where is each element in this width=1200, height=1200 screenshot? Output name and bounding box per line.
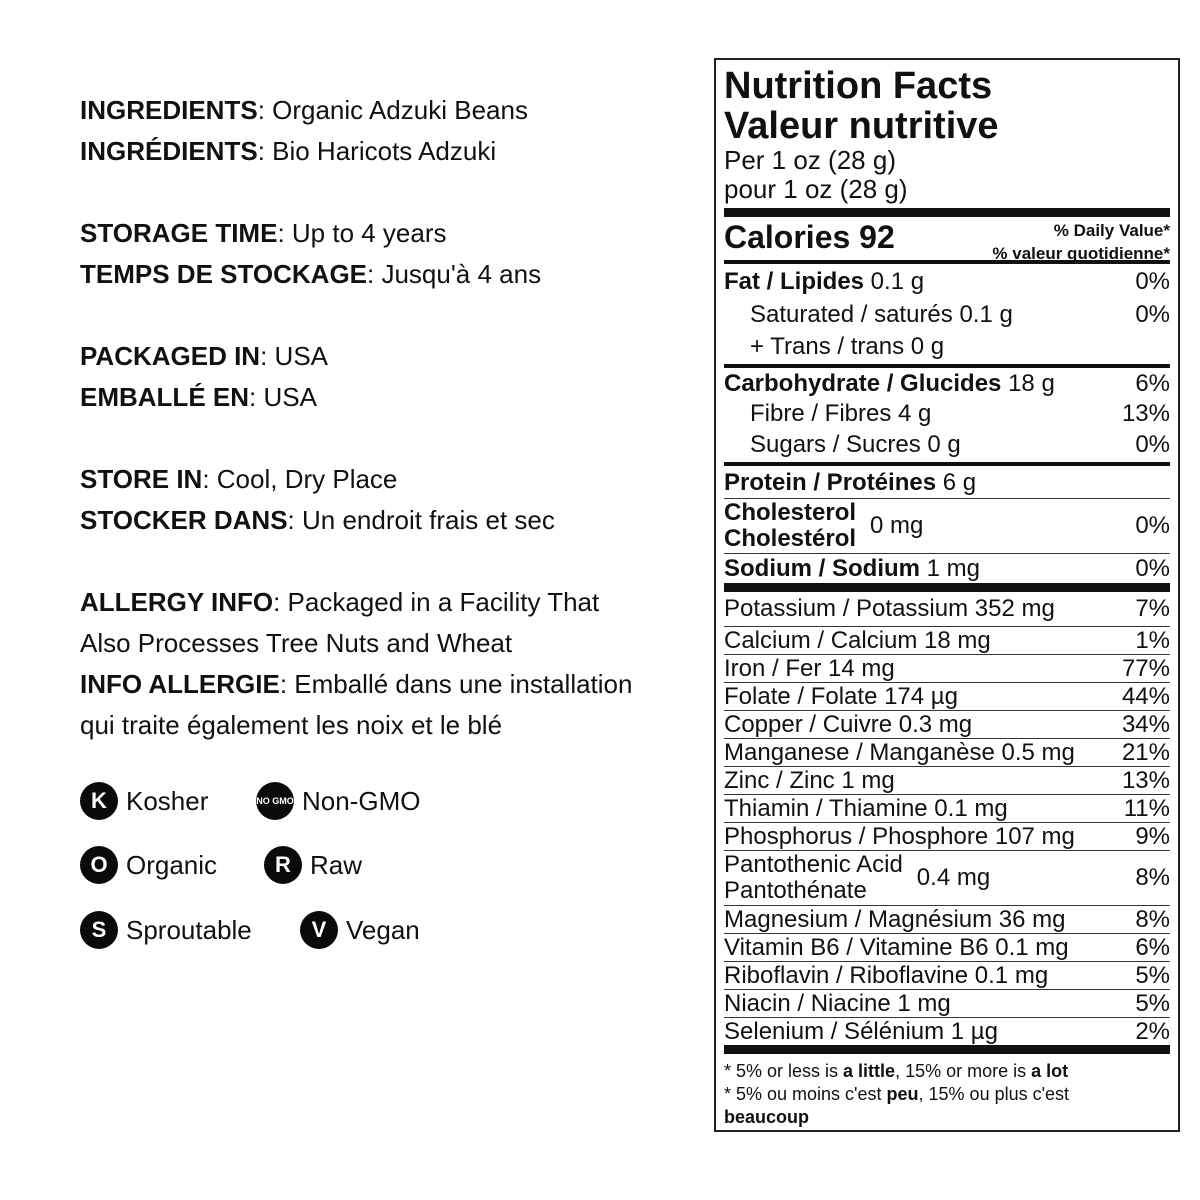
non-gmo-icon: NO GMO (256, 782, 294, 820)
divider (724, 462, 1170, 466)
badge-kosher: K Kosher (80, 782, 208, 820)
storage-time-fr: TEMPS DE STOCKAGE: Jusqu'à 4 ans (80, 259, 542, 289)
store-in-en: STORE IN: Cool, Dry Place (80, 464, 398, 494)
badge-non-gmo: NO GMO Non-GMO (256, 782, 420, 820)
allergy-info-fr-cont: qui traite également les noix et le blé (80, 710, 503, 740)
serving-size-fr: pour 1 oz (28 g) (724, 174, 908, 204)
allergy-info-fr: INFO ALLERGIE: Emballé dans une installation (80, 669, 633, 699)
ingredients-en: INGREDIENTS: Organic Adzuki Beans (80, 95, 528, 125)
nutrition-title-en: Nutrition Facts (724, 65, 993, 107)
store-in-fr: STOCKER DANS: Un endroit frais et sec (80, 505, 555, 535)
vitamin-row: Phosphorus / Phosphore 107 mg 9% (724, 823, 1170, 850)
footnote-en: * 5% or less is a little, 15% or more is a lot (724, 1061, 1069, 1081)
vitamin-row: Manganese / Manganèse 0.5 mg 21% (724, 739, 1170, 766)
vitamin-row: Riboflavin / Riboflavine 0.1 mg 5% (724, 962, 1170, 989)
badge-sproutable: S Sproutable (80, 911, 252, 949)
footnote-fr: * 5% ou moins c'est peu, 15% ou plus c'est (724, 1084, 1070, 1104)
carbohydrate-row: Carbohydrate / Glucides 18 g 6% (724, 369, 1170, 397)
footnote (724, 1054, 1170, 1129)
daily-value-header: % Daily Value* % valeur quotidienne* (992, 221, 1170, 263)
sugars-row: Sugars / Sucres 0 g 0% (750, 431, 1170, 458)
serving-size-en: Per 1 oz (28 g) (724, 145, 896, 175)
badge-vegan: V Vegan (300, 911, 420, 949)
nutrition-title-fr: Valeur nutritive (724, 105, 999, 147)
vitamin-row: Magnesium / Magnésium 36 mg 8% (724, 906, 1170, 933)
divider (724, 1045, 1170, 1054)
vitamin-row: Potassium / Potassium 352 mg 7% (724, 592, 1170, 627)
organic-icon: O (80, 846, 118, 884)
trans-row: + Trans / trans 0 g (750, 333, 945, 360)
vitamin-row: Iron / Fer 14 mg 77% (724, 655, 1170, 682)
ingredients-fr: INGRÉDIENTS: Bio Haricots Adzuki (80, 136, 497, 166)
fat-row: Fat / Lipides 0.1 g 0% (724, 267, 1170, 295)
vitamin-row: Vitamin B6 / Vitamine B6 0.1 mg 6% (724, 934, 1170, 961)
vitamin-row: Thiamin / Thiamine 0.1 mg 11% (724, 795, 1170, 822)
vitamin-row: Calcium / Calcium 18 mg 1% (724, 627, 1170, 654)
divider (724, 208, 1170, 217)
cholesterol-row: Cholesterol Cholestérol 0 mg 0% (724, 499, 1170, 552)
certification-badges (80, 782, 710, 982)
vegan-icon: V (300, 911, 338, 949)
product-info (80, 92, 710, 982)
raw-icon: R (264, 846, 302, 884)
storage-time-en: STORAGE TIME: Up to 4 years (80, 218, 447, 248)
vitamin-row: Zinc / Zinc 1 mg 13% (724, 767, 1170, 794)
vitamin-row: Folate / Folate 174 µg 44% (724, 683, 1170, 710)
divider (724, 583, 1170, 592)
saturated-row: Saturated / saturés 0.1 g 0% (750, 300, 1170, 328)
nutrition-facts-panel (714, 58, 1180, 1132)
kosher-icon: K (80, 782, 118, 820)
packaged-in-en: PACKAGED IN: USA (80, 341, 329, 371)
protein-row: Protein / Protéines 6 g (724, 468, 977, 496)
packaged-in-fr: EMBALLÉ EN: USA (80, 382, 317, 412)
pantothenic-row: Pantothenic Acid Pantothénate 0.4 mg 8% (724, 851, 1170, 904)
footnote-fr-cont: beaucoup (724, 1107, 810, 1127)
calories: Calories 92 (724, 219, 895, 255)
badge-organic: O Organic (80, 846, 217, 884)
fibre-row: Fibre / Fibres 4 g 13% (750, 399, 1170, 427)
sproutable-icon: S (80, 911, 118, 949)
allergy-info-en-cont: Also Processes Tree Nuts and Wheat (80, 628, 513, 658)
divider (724, 364, 1170, 368)
vitamin-row: Niacin / Niacine 1 mg 5% (724, 990, 1170, 1017)
allergy-info-en: ALLERGY INFO: Packaged in a Facility That (80, 587, 600, 617)
sodium-row: Sodium / Sodium 1 mg 0% (724, 554, 1170, 582)
vitamin-row: Copper / Cuivre 0.3 mg 34% (724, 711, 1170, 738)
calories-row (724, 219, 1170, 263)
badge-raw: R Raw (264, 846, 362, 884)
vitamin-row: Selenium / Sélénium 1 µg 2% (724, 1018, 1170, 1045)
